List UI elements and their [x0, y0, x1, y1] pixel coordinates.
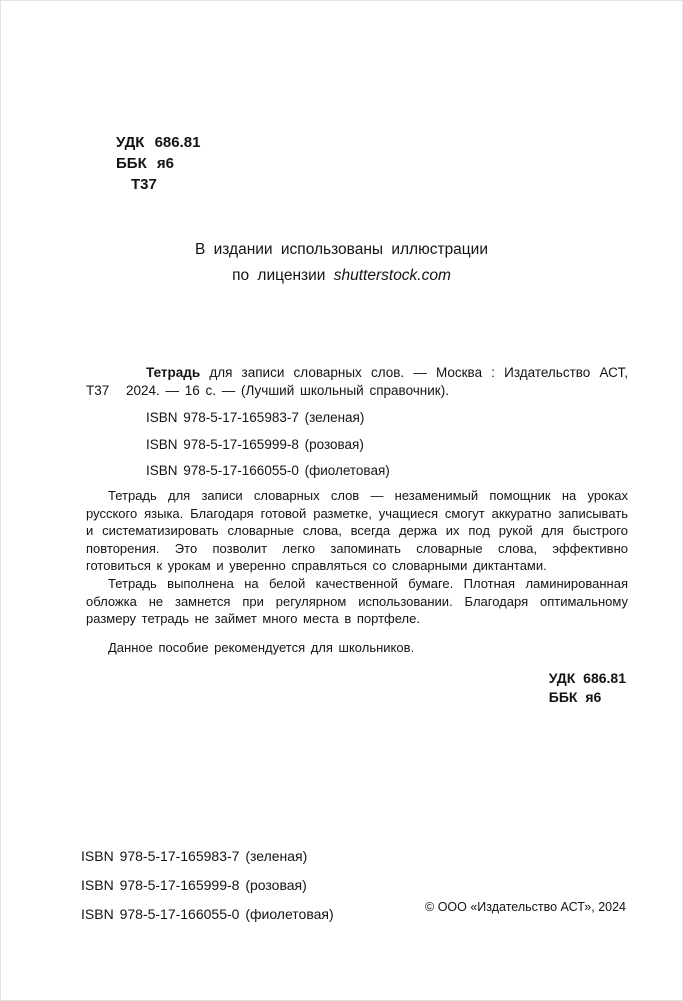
book-title: Тетрадь	[146, 365, 201, 380]
bbk-code-bottom: ББК я6	[548, 689, 602, 705]
classification-codes-top	[116, 132, 200, 195]
isbn-line: ISBN 978-5-17-165999-8 (розовая)	[146, 436, 364, 452]
udk-code-bottom: УДК 686.81	[548, 670, 626, 686]
annotation-paragraph: Тетрадь для записи словарных слов — незаменимый помощник на уроках русского языка. Благодаря готовой разметке, учащиеся смогут аккуратно записывать и систематизировать словарные слова, всегда держа их под рукой для быстрого повторения. Это позволит легко запоминать словарные слова, эффективно готовиться к урокам и уверенно справляться со словарными диктантами.	[86, 488, 628, 574]
license-notice-line1: В издании использованы иллюстрации	[194, 241, 488, 258]
bibliographic-description: для записи словарных слов. — Москва : Издательство АСТ, 2024. — 16 с. — (Лучший школьный справочник).	[126, 365, 628, 398]
isbn-line: ISBN 978-5-17-166055-0 (фиолетовая)	[81, 906, 334, 922]
bibliographic-text	[126, 364, 628, 399]
author-sign-top: Т37	[131, 176, 157, 193]
copyright-notice: © ООО «Издательство АСТ», 2024	[425, 900, 626, 914]
annotation-paragraph: Данное пособие рекомендуется для школьников.	[108, 639, 415, 655]
license-notice	[1, 237, 682, 289]
author-sign-bib: Т37	[86, 382, 110, 398]
license-notice-prefix: по лицензии	[232, 267, 326, 284]
isbn-line: ISBN 978-5-17-165999-8 (розовая)	[81, 877, 307, 893]
license-notice-line2	[1, 263, 682, 289]
bibliographic-entry	[86, 364, 629, 399]
isbn-line: ISBN 978-5-17-165983-7 (зеленая)	[146, 410, 365, 425]
annotation-paragraph: Тетрадь выполнена на белой качественной бумаге. Плотная ламинированная обложка не замнется при регулярном использовании. Благодаря оптимальному размеру тетрадь не займет много места в портфеле.	[86, 575, 628, 627]
bbk-code-top: ББК я6	[116, 155, 174, 172]
classification-codes-bottom	[549, 669, 626, 707]
isbn-line: ISBN 978-5-17-165983-7 (зеленая)	[81, 848, 308, 864]
annotation-block	[86, 487, 628, 656]
license-source: shutterstock.com	[333, 267, 451, 284]
isbn-list-bib	[146, 405, 390, 485]
isbn-line: ISBN 978-5-17-166055-0 (фиолетовая)	[146, 463, 390, 478]
udk-code-top: УДК 686.81	[116, 134, 201, 151]
isbn-list-footer	[81, 842, 334, 929]
